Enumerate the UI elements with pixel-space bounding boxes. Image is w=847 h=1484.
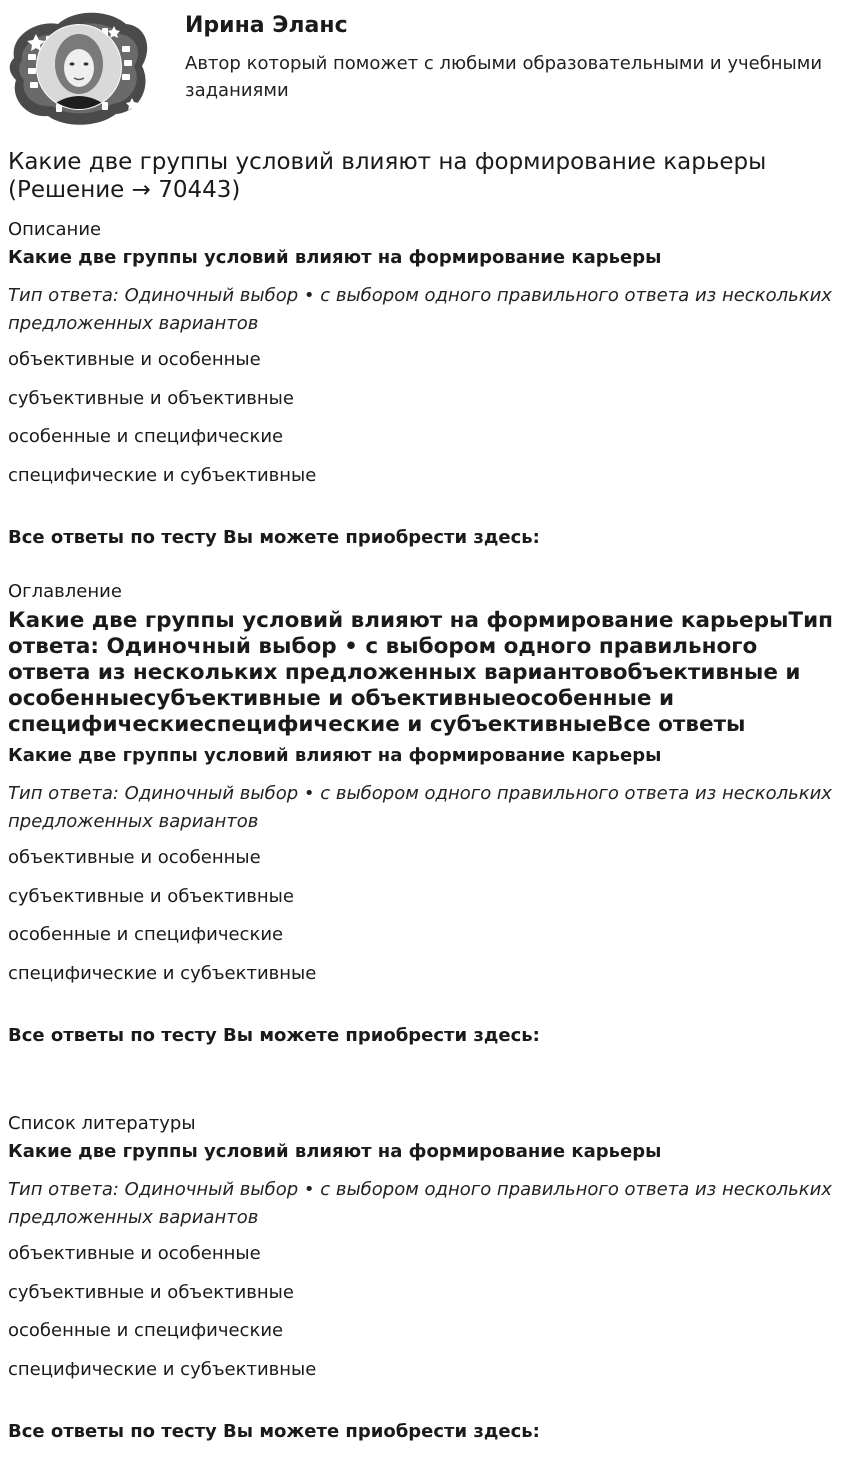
answer-option: объективные и особенные [8, 349, 261, 370]
answer-type: Тип ответа: Одиночный выбор • с выбором одного правильного ответа из нескольких предложенных вариантов [8, 285, 832, 334]
author-name[interactable]: Ирина Эланс [185, 13, 348, 38]
literature-section [8, 1112, 838, 1444]
answer-type: Тип ответа: Одиночный выбор • с выбором одного правильного ответа из нескольких предложенных вариантов [8, 783, 832, 832]
description-label: Описание [8, 219, 102, 240]
answer-option: специфические и субъективные [8, 962, 317, 984]
answer-option: особенные и специфические [8, 426, 284, 447]
main-content [8, 148, 838, 1442]
answer-option: особенные и специфические [8, 1320, 284, 1341]
question-title: Какие две группы условий влияют на формирование карьеры [8, 247, 662, 268]
answer-option: объективные и особенные [8, 847, 261, 868]
question-title: Какие две группы условий влияют на формирование карьеры [8, 745, 662, 766]
answer-type: Тип ответа: Одиночный выбор • с выбором одного правильного ответа из нескольких предложенных вариантов [8, 1179, 832, 1228]
literature-label: Список литературы [8, 1113, 196, 1134]
answer-option: субъективные и объективные [8, 387, 294, 409]
answer-option: особенные и специфические [8, 924, 284, 945]
buy-answers-text: Все ответы по тесту Вы можете приобрести здесь: [8, 1024, 540, 1046]
page-title: Какие две группы условий влияют на формирование карьеры (Решение → 70443) [8, 149, 767, 203]
buy-answers-text: Все ответы по тесту Вы можете приобрести здесь: [8, 526, 540, 548]
toc-heading: Какие две группы условий влияют на формирование карьерыТип ответа: Одиночный выбор • с выбором одного правильного ответа из нескольких предложенных вариантовобъективные и особенныесубъективные и объективныеособенные и специфическиеспецифические и субъективныеВсе ответы [8, 608, 834, 737]
author-description: Автор который поможет с любыми образовательными и учебными заданиями [185, 53, 823, 101]
author-avatar [6, 6, 152, 128]
answer-option: субъективные и объективные [8, 1281, 294, 1303]
question-title: Какие две группы условий влияют на формирование карьеры [8, 1141, 662, 1162]
answer-option: субъективные и объективные [8, 885, 294, 907]
description-section [8, 218, 838, 550]
buy-answers-text: Все ответы по тесту Вы можете приобрести здесь: [8, 1420, 540, 1442]
toc-label: Оглавление [8, 581, 122, 602]
answer-option: объективные и особенные [8, 1243, 261, 1264]
toc-section [8, 580, 838, 1048]
author-header [0, 0, 847, 140]
answer-option: специфические и субъективные [8, 464, 317, 486]
answer-option: специфические и субъективные [8, 1358, 317, 1380]
